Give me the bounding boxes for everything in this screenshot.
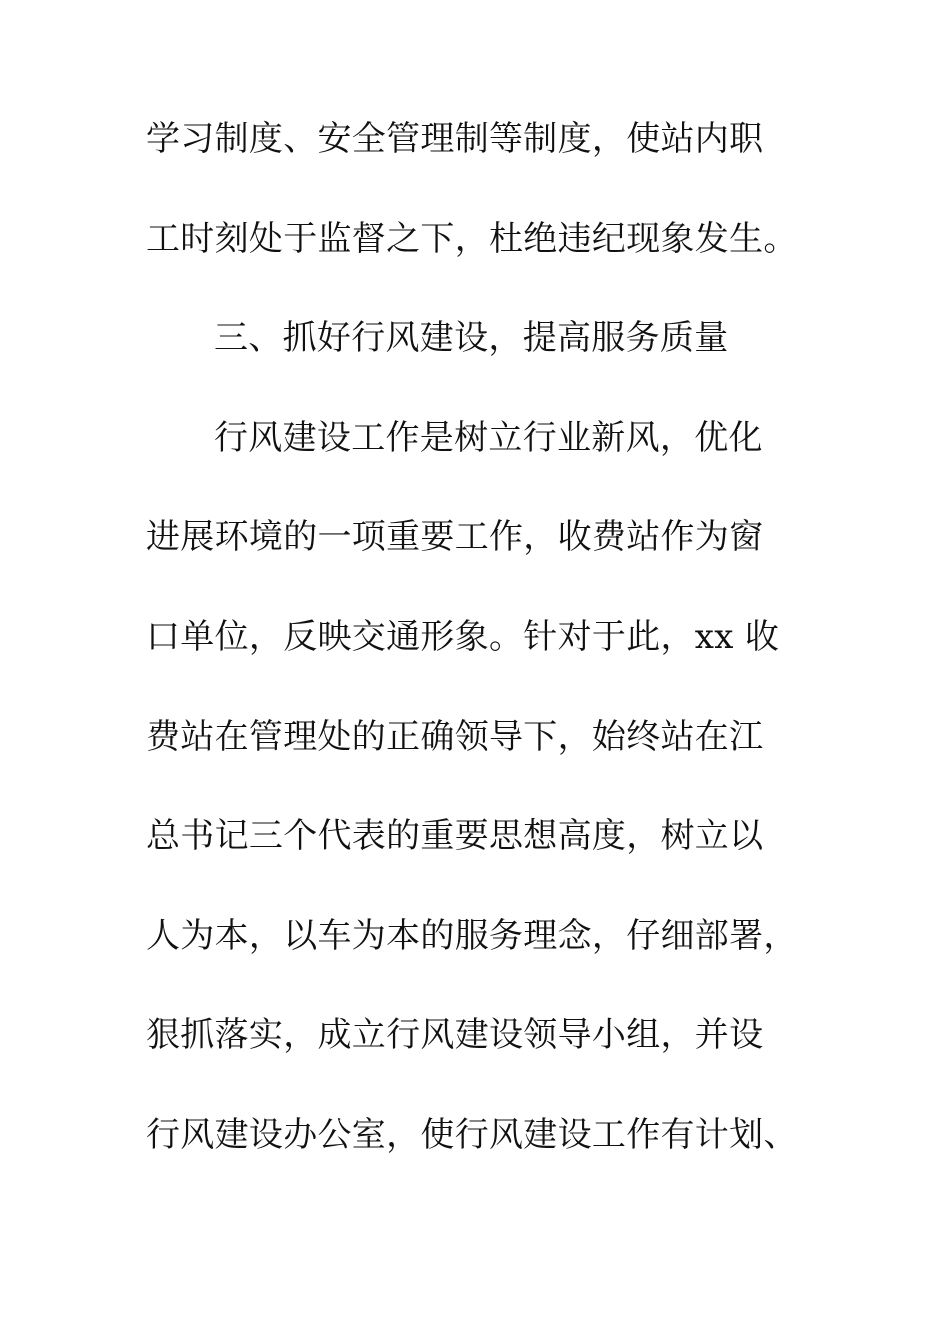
text-line: 行风建设办公室，使行风建设工作有计划、 [146, 1114, 798, 1155]
body-text [146, 119, 826, 1218]
text-line: 口单位，反映交通形象。针对于此，xx 收 [146, 616, 780, 657]
text-line: 学习制度、安全管理制等制度，使站内职 [146, 119, 764, 159]
text-line: 费站在管理处的正确领导下，始终站在江 [146, 716, 764, 757]
text-line: 工时刻处于监督之下，杜绝违纪现象发生。 [146, 218, 798, 259]
text-line: 人为本，以车为本的服务理念，仔细部署， [146, 915, 798, 956]
text-line: 狠抓落实，成立行风建设领导小组，并设 [146, 1015, 764, 1056]
text-line: 总书记三个代表的重要思想高度，树立以 [146, 816, 764, 857]
section-heading: 三、抓好行风建设，提高服务质量 [214, 318, 729, 359]
paragraph-first-line: 行风建设工作是树立行业新风，优化 [214, 417, 763, 458]
text-line: 进展环境的一项重要工作，收费站作为窗 [146, 517, 764, 558]
